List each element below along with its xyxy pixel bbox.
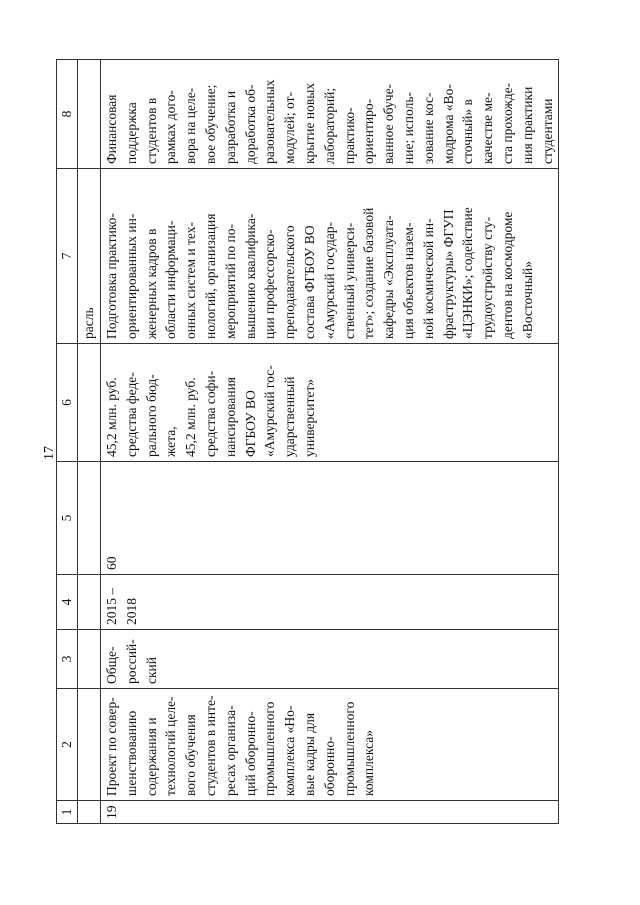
header-cell: 3: [57, 630, 78, 689]
header-cell: 7: [57, 169, 78, 344]
cell-line: ресах организа-: [222, 705, 238, 796]
cell-line: тет»; создание базовой: [361, 207, 377, 339]
section-continuation-row: [78, 60, 101, 824]
cell-line: ста прохожде-: [499, 82, 515, 164]
cell-line: университет»: [301, 379, 317, 457]
cell-line: «Амурский гос-: [262, 365, 278, 457]
cell-line: Финансовая: [104, 94, 119, 164]
cell-line: оборонно-: [321, 736, 337, 796]
cell-line: нансирования: [222, 376, 238, 457]
cell-line: комплекса «Но-: [282, 705, 298, 796]
header-cell: 6: [57, 344, 78, 462]
header-cell: 4: [57, 575, 78, 630]
cell-line: крытие новых: [301, 82, 317, 164]
cell-line: доработка об-: [242, 84, 258, 164]
cell-line: ориентированных ин-: [123, 213, 139, 339]
cell-line: 45,2 млн. руб.: [183, 377, 199, 457]
cell-line: области информаци-: [163, 220, 179, 339]
cell-line: технологий целе-: [163, 696, 179, 796]
cell-line: ции профессорско-: [262, 229, 278, 339]
cell-line: мероприятий по по-: [222, 224, 238, 339]
cell-line: студентами: [539, 98, 555, 164]
cell-line: вого обучения: [183, 714, 199, 796]
cell-line: качестве ме-: [480, 92, 496, 164]
cell-line: средства феде-: [123, 372, 139, 457]
cell-line: дентов на космодроме: [499, 211, 515, 339]
header-row: [57, 60, 78, 824]
cell-line: поддержка: [123, 102, 139, 164]
cell-line: вое обучение;: [202, 84, 218, 164]
rotated-table-page: [56, 60, 555, 824]
cell-line: сточный» в: [460, 99, 476, 164]
cell-line: нологий, организация: [202, 213, 218, 339]
cell-line: жета,: [163, 426, 179, 457]
cell-line: Подготовка практико-: [104, 213, 119, 339]
cell-line: лабораторий;: [321, 87, 337, 164]
header-cell: 5: [57, 462, 78, 575]
cell-line: промышленного: [262, 701, 278, 796]
section-tail-text: расль: [78, 169, 101, 344]
cell-line: трудоустройству сту-: [480, 216, 496, 339]
cell-line: модулей; от-: [282, 92, 298, 164]
cell-line: состава ФГБОУ ВО: [301, 225, 317, 339]
program-table: [56, 59, 559, 824]
cell-line: «Амурский государ-: [321, 221, 337, 339]
cell-line: практико-: [341, 107, 357, 164]
funding-cell: [101, 344, 559, 462]
cell-line: комплекса»: [361, 730, 377, 796]
result-cell: [101, 60, 559, 169]
cell-line: средства софи-: [202, 370, 218, 457]
cell-line: ций оборонно-: [242, 711, 258, 796]
row-number: 19: [101, 801, 559, 824]
project-name-cell: [101, 689, 559, 801]
cell-line: ванное обуче-: [381, 83, 397, 164]
cell-line: промышленного: [341, 701, 357, 796]
cell-line: 2015 –: [104, 587, 119, 625]
count-cell: [101, 462, 559, 575]
cell-line: шенствованию: [123, 710, 139, 796]
cell-line: онных систем и тех-: [183, 222, 199, 339]
cell-line: «ЦЭНКИ»; содействие: [460, 207, 476, 339]
header-cell: 8: [57, 60, 78, 169]
cell-line: вышению квалифика-: [242, 213, 258, 339]
cell-line: Проект по совер-: [104, 697, 119, 796]
cell-line: ударственный: [282, 376, 298, 457]
cell-line: зование кос-: [420, 92, 436, 164]
cell-line: Обще-: [104, 646, 119, 684]
cell-line: ной космической ин-: [420, 218, 436, 339]
cell-line: «Восточный»: [519, 260, 535, 339]
cell-line: ФГБОУ ВО: [242, 390, 258, 457]
cell-line: преподавательского: [282, 225, 298, 339]
cell-line: модрома «Во-: [440, 84, 456, 164]
cell-line: вые кадры для: [301, 712, 317, 796]
cell-line: россий-: [123, 639, 139, 684]
cell-line: содержания и: [143, 717, 159, 796]
level-cell: [101, 630, 559, 689]
cell-line: рального бюд-: [143, 374, 159, 457]
header-cell: 1: [57, 801, 78, 824]
cell-line: ние; исполь-: [400, 92, 416, 164]
cell-line: 60: [104, 556, 119, 570]
cell-line: фраструктуры» ФГУП: [440, 209, 456, 339]
cell-line: студентов в инте-: [202, 695, 218, 796]
cell-line: 2018: [123, 598, 139, 625]
table-row: [101, 60, 559, 824]
cell-line: ственный универси-: [341, 222, 357, 339]
cell-line: ориентиро-: [361, 98, 377, 164]
period-cell: [101, 575, 559, 630]
cell-line: ский: [143, 657, 159, 684]
cell-line: студентов в: [143, 97, 159, 164]
cell-line: ция объектов назем-: [400, 222, 416, 339]
cell-line: 45,2 млн. руб.: [104, 377, 119, 457]
page-number: 17: [42, 446, 57, 460]
content-cell: [101, 169, 559, 344]
cell-line: рамках дого-: [163, 90, 179, 164]
cell-line: разработка и: [222, 90, 238, 164]
cell-line: женерных кадров в: [143, 228, 159, 339]
cell-line: разовательных: [262, 79, 278, 164]
cell-line: кафедры «Эксплуата-: [381, 215, 397, 339]
cell-line: вора на целе-: [183, 87, 199, 164]
header-cell: 2: [57, 689, 78, 801]
cell-line: ния практики: [519, 86, 535, 164]
